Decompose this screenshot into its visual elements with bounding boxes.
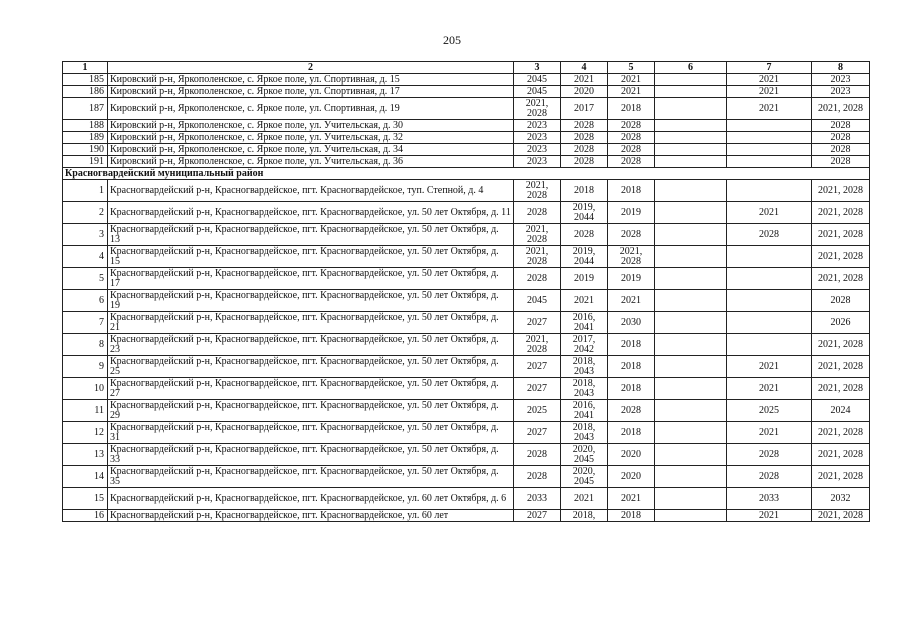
address-cell: Красногвардейский р-н, Красногвардейское, пгт. Красногвардейское, ул. 50 лет Октября, д. 17 [108, 268, 514, 290]
col7-cell: 2028 [727, 444, 812, 466]
row-number: 3 [63, 224, 108, 246]
table-row [63, 120, 870, 132]
col3-cell: 2027 [514, 378, 561, 400]
column-header: 2 [108, 62, 514, 74]
address-cell: Красногвардейский р-н, Красногвардейское, пгт. Красногвардейское, ул. 50 лет Октября, д. 33 [108, 444, 514, 466]
col3-cell: 2021, 2028 [514, 246, 561, 268]
col7-cell: 2021 [727, 98, 812, 120]
col3-cell: 2027 [514, 312, 561, 334]
column-header: 5 [608, 62, 655, 74]
col8-cell: 2028 [812, 156, 870, 168]
col6-cell [655, 144, 727, 156]
col6-cell [655, 378, 727, 400]
col4-cell: 2028 [561, 224, 608, 246]
row-number: 5 [63, 268, 108, 290]
address-cell: Красногвардейский р-н, Красногвардейское, пгт. Красногвардейское, ул. 50 лет Октября, д. 13 [108, 224, 514, 246]
col6-cell [655, 268, 727, 290]
col8-cell: 2026 [812, 312, 870, 334]
col7-cell [727, 246, 812, 268]
col7-cell [727, 144, 812, 156]
table-row [63, 156, 870, 168]
col3-cell: 2021, 2028 [514, 180, 561, 202]
column-header: 3 [514, 62, 561, 74]
col3-cell: 2021, 2028 [514, 98, 561, 120]
col6-cell [655, 312, 727, 334]
col8-cell: 2028 [812, 144, 870, 156]
address-cell: Красногвардейский р-н, Красногвардейское, пгт. Красногвардейское, ул. 50 лет Октября, д. 35 [108, 466, 514, 488]
col7-cell [727, 334, 812, 356]
table-row [63, 510, 870, 522]
table-row [63, 224, 870, 246]
col8-cell: 2021, 2028 [812, 422, 870, 444]
table-row [63, 312, 870, 334]
col6-cell [655, 466, 727, 488]
row-number: 16 [63, 510, 108, 522]
col5-cell: 2021 [608, 86, 655, 98]
col5-cell: 2028 [608, 156, 655, 168]
table-row [63, 180, 870, 202]
table-row [63, 132, 870, 144]
col4-cell: 2018, 2043 [561, 356, 608, 378]
col8-cell: 2021, 2028 [812, 510, 870, 522]
col4-cell: 2021 [561, 74, 608, 86]
col4-cell: 2019, 2044 [561, 246, 608, 268]
row-number: 4 [63, 246, 108, 268]
row-number: 15 [63, 488, 108, 510]
address-cell: Красногвардейский р-н, Красногвардейское, пгт. Красногвардейское, ул. 50 лет Октября, д. 27 [108, 378, 514, 400]
address-cell: Кировский р-н, Яркополенское, с. Яркое поле, ул. Учительская, д. 32 [108, 132, 514, 144]
col7-cell: 2028 [727, 466, 812, 488]
col3-cell: 2023 [514, 156, 561, 168]
table-row [63, 356, 870, 378]
col8-cell: 2032 [812, 488, 870, 510]
col7-cell: 2021 [727, 74, 812, 86]
col8-cell: 2023 [812, 74, 870, 86]
row-number: 8 [63, 334, 108, 356]
col8-cell: 2021, 2028 [812, 334, 870, 356]
col8-cell: 2021, 2028 [812, 356, 870, 378]
col5-cell: 2021 [608, 488, 655, 510]
col7-cell: 2021 [727, 86, 812, 98]
address-cell: Красногвардейский р-н, Красногвардейское, пгт. Красногвардейское, ул. 50 лет Октября, д. 21 [108, 312, 514, 334]
row-number: 188 [63, 120, 108, 132]
col7-cell: 2021 [727, 422, 812, 444]
table-row [63, 268, 870, 290]
row-number: 6 [63, 290, 108, 312]
col6-cell [655, 510, 727, 522]
row-number: 13 [63, 444, 108, 466]
col5-cell: 2018 [608, 334, 655, 356]
col7-cell: 2021 [727, 378, 812, 400]
col5-cell: 2018 [608, 98, 655, 120]
col3-cell: 2028 [514, 444, 561, 466]
col4-cell: 2018, 2043 [561, 422, 608, 444]
col8-cell: 2021, 2028 [812, 378, 870, 400]
col4-cell: 2017, 2042 [561, 334, 608, 356]
address-cell: Кировский р-н, Яркополенское, с. Яркое поле, ул. Учительская, д. 30 [108, 120, 514, 132]
col8-cell: 2021, 2028 [812, 98, 870, 120]
col4-cell: 2017 [561, 98, 608, 120]
col4-cell: 2028 [561, 120, 608, 132]
address-cell: Красногвардейский р-н, Красногвардейское, пгт. Красногвардейское, ул. 60 лет [108, 510, 514, 522]
col3-cell: 2021, 2028 [514, 224, 561, 246]
row-number: 14 [63, 466, 108, 488]
table-row [63, 400, 870, 422]
col6-cell [655, 74, 727, 86]
col8-cell: 2021, 2028 [812, 202, 870, 224]
table-body-krasnogvardeysky [63, 180, 870, 522]
row-number: 2 [63, 202, 108, 224]
address-cell: Кировский р-н, Яркополенское, с. Яркое поле, ул. Спортивная, д. 15 [108, 74, 514, 86]
address-cell: Красногвардейский р-н, Красногвардейское, пгт. Красногвардейское, ул. 60 лет Октября, д. 6 [108, 488, 514, 510]
col4-cell: 2028 [561, 156, 608, 168]
table-row [63, 422, 870, 444]
col7-cell: 2021 [727, 510, 812, 522]
table-row [63, 202, 870, 224]
row-number: 10 [63, 378, 108, 400]
col6-cell [655, 400, 727, 422]
col6-cell [655, 488, 727, 510]
table-row [63, 98, 870, 120]
col5-cell: 2019 [608, 202, 655, 224]
col5-cell: 2021, 2028 [608, 246, 655, 268]
table-row [63, 378, 870, 400]
col3-cell: 2045 [514, 290, 561, 312]
col6-cell [655, 422, 727, 444]
col8-cell: 2024 [812, 400, 870, 422]
col8-cell: 2023 [812, 86, 870, 98]
table-row [63, 466, 870, 488]
col5-cell: 2028 [608, 120, 655, 132]
address-cell: Кировский р-н, Яркополенское, с. Яркое поле, ул. Спортивная, д. 17 [108, 86, 514, 98]
col7-cell [727, 132, 812, 144]
col4-cell: 2021 [561, 290, 608, 312]
col8-cell: 2021, 2028 [812, 180, 870, 202]
col4-cell: 2018, 2043 [561, 378, 608, 400]
col3-cell: 2045 [514, 74, 561, 86]
col6-cell [655, 356, 727, 378]
col5-cell: 2021 [608, 290, 655, 312]
table-body-kirovsky [63, 74, 870, 168]
col4-cell: 2019 [561, 268, 608, 290]
col4-cell: 2028 [561, 132, 608, 144]
address-cell: Красногвардейский р-н, Красногвардейское, пгт. Красногвардейское, ул. 50 лет Октября, д. 19 [108, 290, 514, 312]
col7-cell [727, 120, 812, 132]
col5-cell: 2018 [608, 510, 655, 522]
col7-cell [727, 312, 812, 334]
col3-cell: 2028 [514, 268, 561, 290]
col3-cell: 2021, 2028 [514, 334, 561, 356]
col7-cell: 2021 [727, 356, 812, 378]
column-header: 1 [63, 62, 108, 74]
col3-cell: 2025 [514, 400, 561, 422]
housing-table [62, 61, 870, 522]
section-row-group [63, 168, 870, 180]
address-cell: Красногвардейский р-н, Красногвардейское, пгт. Красногвардейское, ул. 50 лет Октября, д. 31 [108, 422, 514, 444]
section-header-row [63, 168, 870, 180]
table-row [63, 74, 870, 86]
col6-cell [655, 290, 727, 312]
col4-cell: 2016, 2041 [561, 312, 608, 334]
col3-cell: 2023 [514, 144, 561, 156]
table-row [63, 246, 870, 268]
col3-cell: 2028 [514, 466, 561, 488]
row-number: 189 [63, 132, 108, 144]
col3-cell: 2045 [514, 86, 561, 98]
page-number: 205 [443, 33, 461, 47]
address-cell: Кировский р-н, Яркополенское, с. Яркое поле, ул. Учительская, д. 36 [108, 156, 514, 168]
col7-cell: 2025 [727, 400, 812, 422]
col6-cell [655, 98, 727, 120]
col5-cell: 2020 [608, 444, 655, 466]
col6-cell [655, 180, 727, 202]
col5-cell: 2018 [608, 356, 655, 378]
col8-cell: 2021, 2028 [812, 224, 870, 246]
col5-cell: 2018 [608, 422, 655, 444]
col4-cell: 2028 [561, 144, 608, 156]
column-header: 7 [727, 62, 812, 74]
row-number: 186 [63, 86, 108, 98]
col7-cell [727, 290, 812, 312]
table-row [63, 86, 870, 98]
column-header: 4 [561, 62, 608, 74]
col8-cell: 2028 [812, 120, 870, 132]
address-cell: Кировский р-н, Яркополенское, с. Яркое поле, ул. Учительская, д. 34 [108, 144, 514, 156]
col4-cell: 2016, 2041 [561, 400, 608, 422]
table-row [63, 334, 870, 356]
col5-cell: 2028 [608, 400, 655, 422]
row-number: 9 [63, 356, 108, 378]
col5-cell: 2028 [608, 132, 655, 144]
table-row [63, 290, 870, 312]
col6-cell [655, 444, 727, 466]
col8-cell: 2028 [812, 290, 870, 312]
address-cell: Красногвардейский р-н, Красногвардейское, пгт. Красногвардейское, ул. 50 лет Октября, д. 23 [108, 334, 514, 356]
address-cell: Красногвардейский р-н, Красногвардейское, пгт. Красногвардейское, ул. 50 лет Октября, д. 29 [108, 400, 514, 422]
col8-cell: 2021, 2028 [812, 246, 870, 268]
row-number: 190 [63, 144, 108, 156]
col7-cell: 2028 [727, 224, 812, 246]
col5-cell: 2030 [608, 312, 655, 334]
col6-cell [655, 202, 727, 224]
table-row [63, 444, 870, 466]
col3-cell: 2023 [514, 120, 561, 132]
row-number: 185 [63, 74, 108, 86]
col8-cell: 2021, 2028 [812, 466, 870, 488]
col4-cell: 2018, [561, 510, 608, 522]
col3-cell: 2027 [514, 356, 561, 378]
row-number: 7 [63, 312, 108, 334]
table-header-row [63, 62, 870, 74]
address-cell: Кировский р-н, Яркополенское, с. Яркое поле, ул. Спортивная, д. 19 [108, 98, 514, 120]
col6-cell [655, 86, 727, 98]
col5-cell: 2020 [608, 466, 655, 488]
col6-cell [655, 132, 727, 144]
col7-cell [727, 180, 812, 202]
col5-cell: 2018 [608, 378, 655, 400]
col6-cell [655, 246, 727, 268]
col3-cell: 2033 [514, 488, 561, 510]
row-number: 187 [63, 98, 108, 120]
row-number: 12 [63, 422, 108, 444]
address-cell: Красногвардейский р-н, Красногвардейское, пгт. Красногвардейское, туп. Степной, д. 4 [108, 180, 514, 202]
col4-cell: 2020, 2045 [561, 466, 608, 488]
col4-cell: 2021 [561, 488, 608, 510]
row-number: 191 [63, 156, 108, 168]
col5-cell: 2028 [608, 144, 655, 156]
col6-cell [655, 120, 727, 132]
col8-cell: 2028 [812, 132, 870, 144]
address-cell: Красногвардейский р-н, Красногвардейское, пгт. Красногвардейское, ул. 50 лет Октября, д. 15 [108, 246, 514, 268]
col3-cell: 2028 [514, 202, 561, 224]
col3-cell: 2023 [514, 132, 561, 144]
col4-cell: 2019, 2044 [561, 202, 608, 224]
col5-cell: 2019 [608, 268, 655, 290]
col8-cell: 2021, 2028 [812, 268, 870, 290]
col7-cell: 2021 [727, 202, 812, 224]
table-row [63, 144, 870, 156]
col6-cell [655, 334, 727, 356]
address-cell: Красногвардейский р-н, Красногвардейское, пгт. Красногвардейское, ул. 50 лет Октября, д. 11 [108, 202, 514, 224]
col8-cell: 2021, 2028 [812, 444, 870, 466]
col7-cell [727, 156, 812, 168]
address-cell: Красногвардейский р-н, Красногвардейское, пгт. Красногвардейское, ул. 50 лет Октября, д. 25 [108, 356, 514, 378]
col7-cell: 2033 [727, 488, 812, 510]
column-header: 8 [812, 62, 870, 74]
col6-cell [655, 156, 727, 168]
col5-cell: 2028 [608, 224, 655, 246]
col5-cell: 2018 [608, 180, 655, 202]
col4-cell: 2018 [561, 180, 608, 202]
col4-cell: 2020 [561, 86, 608, 98]
col5-cell: 2021 [608, 74, 655, 86]
table-row [63, 488, 870, 510]
col3-cell: 2027 [514, 422, 561, 444]
row-number: 11 [63, 400, 108, 422]
col6-cell [655, 224, 727, 246]
row-number: 1 [63, 180, 108, 202]
col4-cell: 2020, 2045 [561, 444, 608, 466]
col7-cell [727, 268, 812, 290]
section-title: Красногвардейский муниципальный район [63, 168, 870, 180]
col3-cell: 2027 [514, 510, 561, 522]
column-header: 6 [655, 62, 727, 74]
